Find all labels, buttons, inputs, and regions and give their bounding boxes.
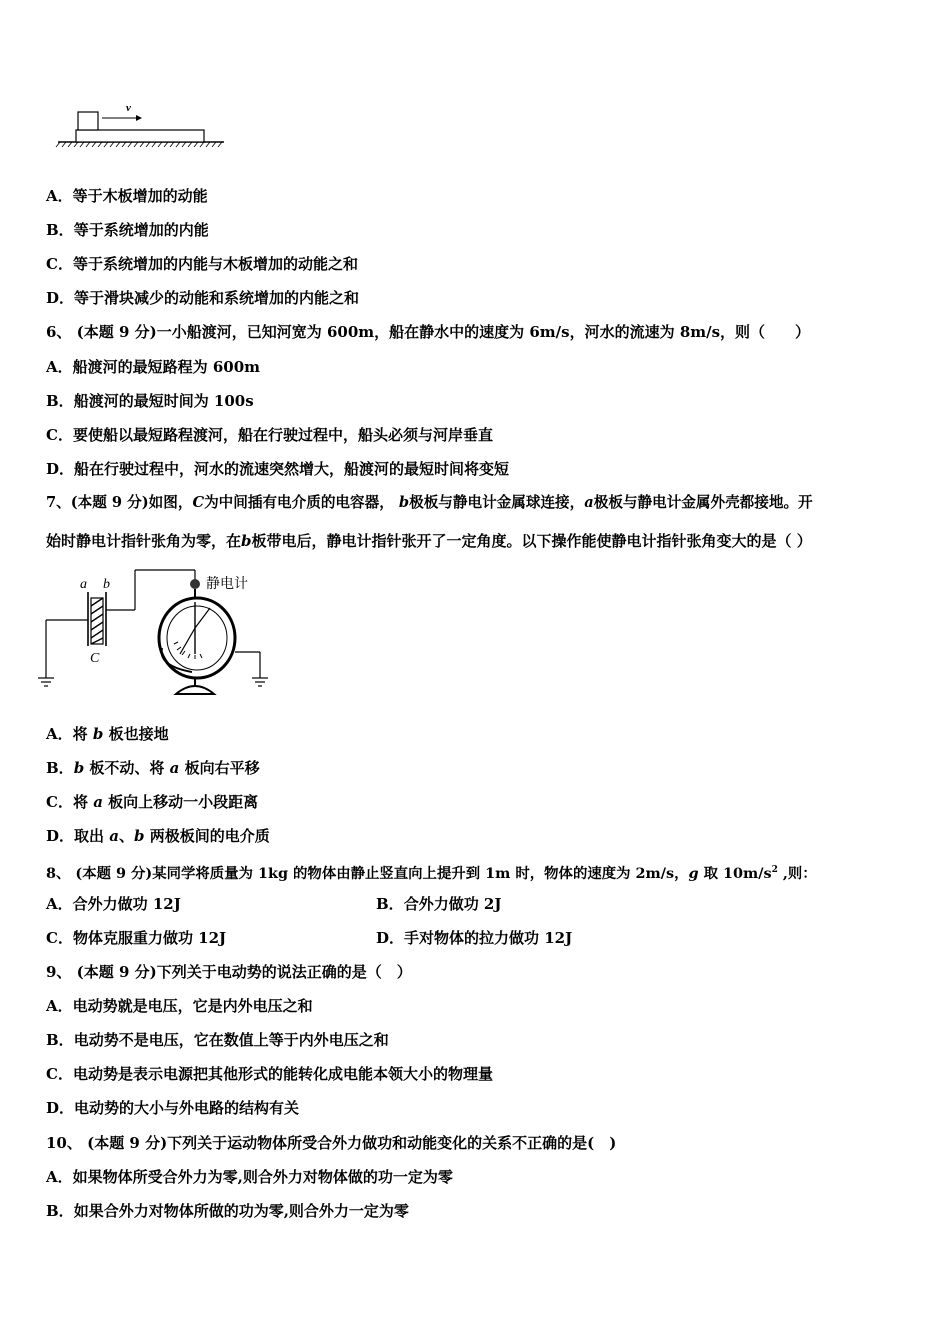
q8-stem: 8、 (本题 9 分)某同学将质量为 1kg 的物体由静止竖直向上提升到 1m 时，物体的速度为 2m/s，g 取 $10m/s^2$ ,则：: [46, 864, 817, 882]
q5-option-a: A．等于木板增加的动能: [46, 187, 208, 205]
q9-option-c: C．电动势是表示电源把其他形式的能转化成电能本领大小的物理量: [46, 1065, 493, 1083]
label-b: b: [103, 577, 110, 592]
q7-option-d: D．取出 a、b 两极板间的电介质: [46, 827, 270, 845]
label-c: C: [90, 651, 100, 666]
q5-option-b: B．等于系统增加的内能: [46, 221, 209, 239]
q5-option-d: D．等于滑块减少的动能和系统增加的内能之和: [46, 289, 360, 307]
velocity-label: v: [126, 102, 131, 114]
q5-option-c: C．等于系统增加的内能与木板增加的动能之和: [46, 255, 358, 273]
q9-option-b: B．电动势不是电压，它在数值上等于内外电压之和: [46, 1031, 389, 1049]
q9-stem: 9、 (本题 9 分)下列关于电动势的说法正确的是（ ）: [46, 963, 412, 981]
q10-stem: 10、 (本题 9 分)下列关于运动物体所受合外力做功和动能变化的关系不正确的是( ): [46, 1134, 617, 1152]
q9-option-a: A．电动势就是电压，它是内外电压之和: [46, 997, 313, 1015]
q10-option-b: B．如果合外力对物体所做的功为零,则合外力一定为零: [46, 1202, 409, 1220]
block-on-board-figure: [56, 100, 226, 150]
capacitor-electrometer-figure: [40, 566, 280, 701]
q6-option-c: C．要使船以最短路程渡河，船在行驶过程中，船头必须与河岸垂直: [46, 426, 493, 444]
q7-option-c: C．将 a 板向上移动一小段距离: [46, 793, 259, 811]
board: [76, 130, 204, 142]
q9-option-d: D．电动势的大小与外电路的结构有关: [46, 1099, 300, 1117]
metal-ball: [190, 579, 200, 589]
q6-option-b: B．船渡河的最短时间为 100s: [46, 392, 254, 410]
q8-option-a: A．合外力做功 12J: [46, 895, 181, 913]
q7-option-b: B．b 板不动、将 a 板向右平移: [46, 759, 260, 777]
q8-option-c: C．物体克服重力做功 12J: [46, 929, 227, 947]
q6-option-a: A．船渡河的最短路程为 600m: [46, 358, 261, 376]
q7-stem-line1: 7、(本题 9 分)如图，C为中间插有电介质的电容器， b极板与静电计金属球连接，a极板与静电计金属外壳都接地。开: [46, 494, 813, 511]
q10-option-a: A．如果物体所受合外力为零,则合外力对物体做的功一定为零: [46, 1168, 453, 1186]
q7-stem-line2: 始时静电计指针张角为零，在b板带电后，静电计指针张开了一定角度。以下操作能使静电计指针张角变大的是（ ）: [46, 532, 812, 550]
q6-stem: 6、 (本题 9 分)一小船渡河，已知河宽为 600m，船在静水中的速度为 6m/s，河水的流速为 8m/s，则（ ）: [46, 323, 811, 341]
ground-icon: [252, 678, 268, 686]
ground-icon: [38, 678, 54, 686]
velocity-arrow-icon: [136, 115, 142, 121]
q7-option-a: A．将 b 板也接地: [46, 725, 169, 743]
block: [78, 112, 98, 130]
label-a: a: [80, 577, 87, 592]
q8-option-b: B．合外力做功 2J: [376, 895, 502, 913]
q6-option-d: D．船在行驶过程中，河水的流速突然增大，船渡河的最短时间将变短: [46, 460, 510, 478]
electrometer-label: 静电计: [206, 575, 248, 591]
q8-option-d: D．手对物体的拉力做功 12J: [376, 929, 573, 947]
